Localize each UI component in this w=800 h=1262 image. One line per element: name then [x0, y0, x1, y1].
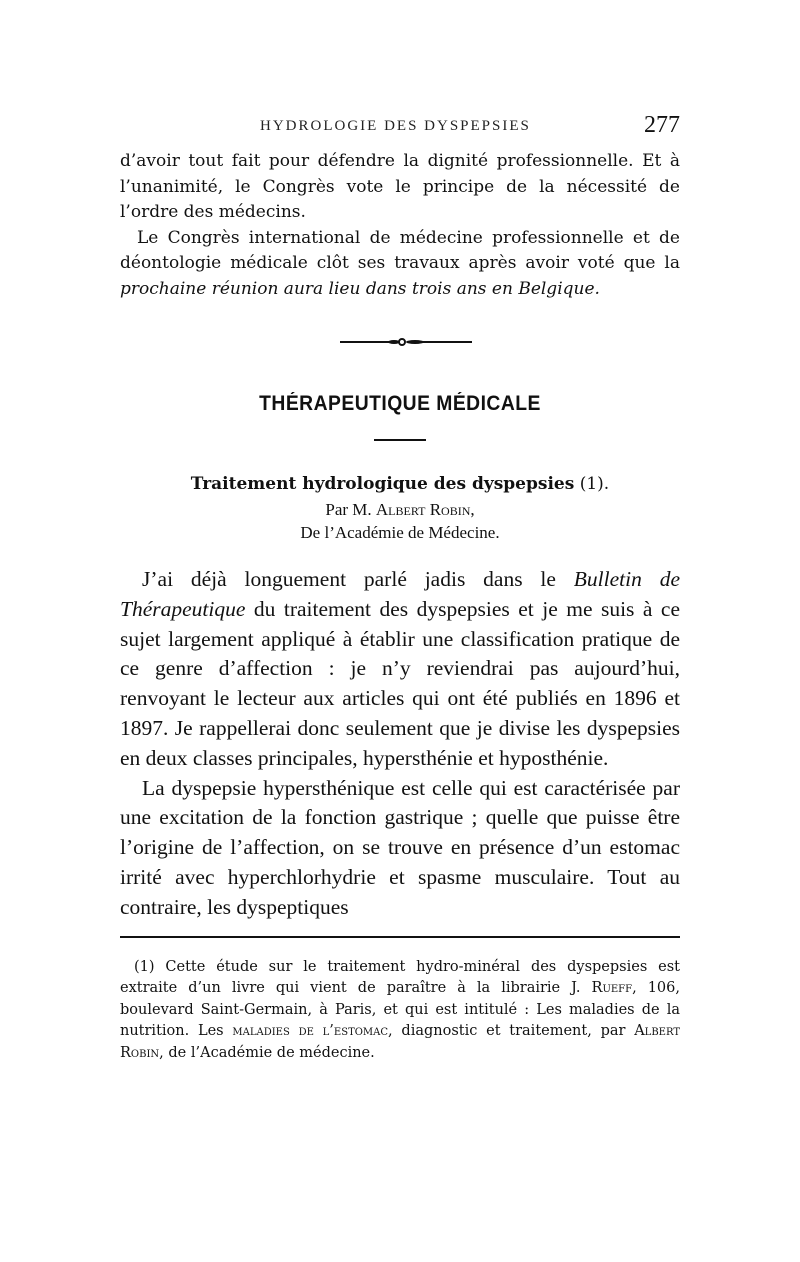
footnote-text-b: , 106, boulevard Saint-Germain, à Paris, et qui est intitulé : Les maladies de la nutrition. Les [120, 980, 680, 1040]
body-paragraph-1-b: du traitement des dyspepsies et je me suis à ce sujet largement appliqué à établir une classification pratique de ce genre d’affection : je n’y reviendrai pas aujourd’hui, renvoyant le lecteur aux articles qui ont été publiés en 1896 et 1897. Je rappellerai donc seulement que je divise les dyspepsies en deux classes principales, hypersthénie et hyposthénie. [120, 596, 680, 770]
ornament-divider [340, 337, 472, 347]
footnote-text-d: , de l’Académie de médecine. [159, 1044, 375, 1061]
intro-text [120, 149, 680, 302]
intro-paragraph-1: d’avoir tout fait pour défendre la dignité professionnelle. Et à l’unanimité, le Congrès vote le principe de la nécessité de l’ordre des médecins. [120, 151, 680, 222]
footnote-separator [120, 936, 680, 938]
body-paragraph-2: La dyspepsie hypersthénique est celle qui est caractérisée par une excitation de la fonction gastrique ; quelle que puisse être l’origine de l’affection, on se trouve en présence d’un estomac irrité avec hyperchlorhydrie et spasme musculaire. Tout au contraire, les dyspeptiques [120, 775, 680, 919]
footnote-text-c: , diagnostic et traitement, par [388, 1023, 635, 1040]
footnote-paragraph [120, 957, 680, 1064]
section-title: THÉRAPEUTIQUE MÉDICALE [259, 392, 541, 415]
footnote-text-a: (1) Cette étude sur le traitement hydro-minéral des dyspepsies est extraite d’un livre qui vient de paraître à la librairie J. [120, 959, 680, 997]
footnote [120, 957, 680, 1064]
page-number: 277 [644, 112, 680, 138]
ornament-line-right [422, 341, 472, 343]
author-name: Albert Robin, [375, 500, 475, 519]
ornament-line-left [340, 341, 390, 343]
running-header [120, 112, 680, 144]
footnote-book-title: maladies de l’estomac [232, 1023, 389, 1040]
body-paragraph-1 [120, 565, 680, 774]
intro-paragraph-2 [120, 226, 680, 303]
author-affiliation: De l’Académie de Médecine. [300, 523, 500, 542]
intro-paragraph-2-text: Le Congrès international de médecine professionnelle et de déontologie médicale clôt ses travaux après avoir voté que la [120, 227, 680, 273]
byline-prefix: Par M. [325, 500, 376, 519]
body-paragraph-1-a: J’ai déjà longuement parlé jadis dans le [142, 567, 574, 591]
footnote-reference: (1). [574, 474, 610, 494]
intro-paragraph-2-italic: prochaine réunion aura lieu dans trois ans en Belgique. [120, 278, 600, 299]
ornament-center-dot [398, 338, 406, 346]
footnote-author: Albert Robin [120, 1023, 680, 1061]
article-title [120, 474, 680, 494]
article-title-text: Traitement hydrologique des dyspepsies [190, 474, 575, 494]
section-rule [374, 439, 426, 441]
byline [120, 500, 680, 520]
running-title: HYDROLOGIE DES DYSPEPSIES [260, 118, 531, 134]
article-body [120, 565, 680, 923]
journal-title: Bulletin de Thérapeutique [120, 567, 680, 621]
footnote-publisher: Rueff [591, 980, 633, 997]
